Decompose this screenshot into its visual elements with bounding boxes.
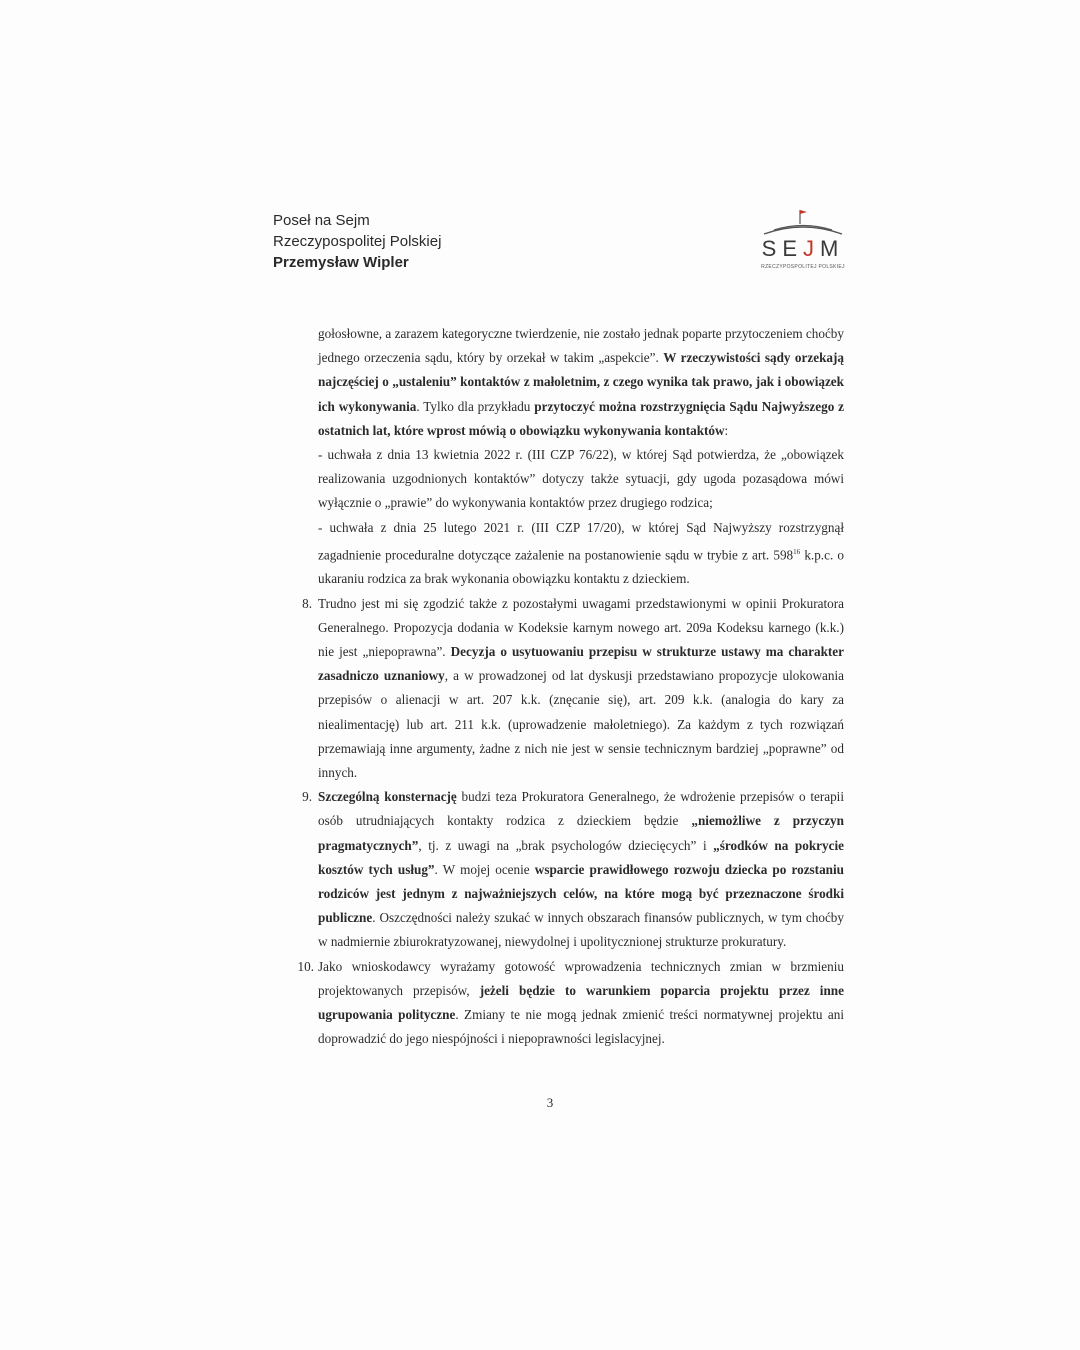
list-item-8 <box>302 592 844 786</box>
item-9-text-3: . W mojej ocenie <box>434 861 535 877</box>
item-9-bold-3: „środków na pokrycie kosztów tych usług” <box>318 837 844 877</box>
sejm-wordmark <box>760 236 846 262</box>
list-item-9 <box>302 785 845 954</box>
intro-bold-2: przytoczyć można rozstrzygnięcia Sądu Najwyższego z ostatnich lat, które wprost mówią o obowiązku wykonywania kontaktów <box>318 398 844 438</box>
item-10-number: 10. <box>297 958 314 974</box>
item-8-bold-1: Decyzja o usytuowaniu przepisu w strukturze ustawy ma charakter zasadniczo uznaniowy <box>318 644 844 684</box>
item-10-text-2: . Zmiany te nie mogą jednak zmienić treści normatywnej projektu ani doprowadzić do jego niespójności i niepoprawności legislacyjnej. <box>318 1007 844 1047</box>
document-body <box>297 322 845 1051</box>
sejm-logo-icon <box>760 206 846 238</box>
item-9-text-4: . Oszczędności należy szukać w innych obszarach finansów publicznych, w tym choćby w nadmiernie zbiurokratyzowanej, niewydolnej i upolitycznionej strukturze prokuratury. <box>318 910 844 950</box>
item-9-bold-2: „niemożliwe z przyczyn pragmatycznych” <box>318 813 844 853</box>
item-9-text-1: budzi teza Prokuratora Generalnego, że wdrożenie przepisów o terapii osób utrudniających kontakty rodzica z dzieckiem będzie <box>318 789 845 829</box>
item-8-text-1: Trudno jest mi się zgodzić także z pozostałymi uwagami przedstawionymi w opinii Prokuratora Generalnego. Propozycja dodania w Kodeksie karnym nowego art. 209a Kodeksu karnego (k.k.) nie jest „niepoprawna”. <box>318 595 844 660</box>
intro-text-2: . Tylko dla przykładu <box>416 398 535 414</box>
item-10-bold-1: jeżeli będzie to warunkiem poparcia projektu przez inne ugrupowania polityczne <box>318 982 844 1023</box>
sejm-subtitle: RZECZYPOSPOLITEJ POLSKIEJ <box>761 264 845 270</box>
intro-text-3: : <box>724 422 729 438</box>
item-8-text-2: , a w prowadzonej od lat dyskusji przedstawiano propozycje ulokowania przepisów o alienacji w art. 207 k.k. (znęcanie się), art. 209 k.k. (analogia do kary za niealimentację) lub art. 211 k.k. (uprowadzenie małoletniego). Za każdym z tych rozwiązań przemawiają inne argumenty, żadne z nich nie jest w sensie technicznym bardziej „poprawne” od innych. <box>318 668 844 781</box>
bullet-2-cont: k.p.c. o ukaraniu rodzica za brak wykonania obowiązku kontaktu z dzieckiem. <box>318 547 844 587</box>
letterhead-name: Przemysław Wipler <box>273 254 409 271</box>
item-9-number: 9. <box>302 789 312 805</box>
item-9-text-2: , tj. z uwagi na „brak psychologów dziecięcych” i <box>418 837 714 853</box>
item-8-number: 8. <box>302 595 312 611</box>
bullet-2 <box>318 516 844 592</box>
page-number: 3 <box>546 1095 554 1110</box>
intro-text-1: gołosłowne, a zarazem kategoryczne twierdzenie, nie zostało jednak poparte przytoczeniem choćby jednego orzeczenia sądu, który by orzekał w takim „aspekcie”. <box>318 326 844 366</box>
sejm-letter-s: S <box>761 236 783 261</box>
item-10-text-1: Jako wnioskodawcy wyrażamy gotowość wprowadzenia technicznych zmian w brzmieniu projektowanych przepisów, <box>318 958 844 998</box>
item-9-bold-1: Szczególną konsternację <box>318 789 457 805</box>
bullet-2-text: - uchwała z dnia 25 lutego 2021 r. (III CZP 17/20), w której Sąd Najwyższy rozstrzygnął zagadnienie proceduralne dotyczące zażalenie na postanowienie sądu w trybie z art. 598 <box>318 519 844 563</box>
intro-bold-1: W rzeczywistości sądy orzekają najczęściej o „ustaleniu” kontaktów z małoletnim, z czego wynika tak prawo, jak i obowiązek ich wykonywania <box>318 350 844 414</box>
sejm-logo <box>760 206 846 274</box>
letterhead-line-2: Rzeczypospolitej Polskiej <box>273 233 442 250</box>
sejm-letter-m: M <box>820 236 845 261</box>
bullet-1: - uchwała z dnia 13 kwietnia 2022 r. (III CZP 76/22), w której Sąd potwierdza, że „obowiązek realizowania uzgodnionych kontaktów” dotyczy także sytuacji, gdy ugoda pozasądowa mówi wyłącznie o „prawie” do wykonywania kontaktów przez drugiego rodzica; <box>318 447 844 511</box>
sejm-letter-e: E <box>782 236 804 261</box>
superscript: 16 <box>793 547 801 556</box>
sejm-letter-j: J <box>803 236 821 261</box>
letterhead <box>273 210 441 273</box>
list-item-10 <box>297 955 844 1052</box>
intro-paragraph <box>318 322 844 443</box>
item-9-bold-4: wsparcie prawidłowego rozwoju dziecka po rozstaniu rodziców jest jednym z najważniejszych celów, na które mogą być przeznaczone środki publiczne <box>318 861 845 926</box>
letterhead-line-1: Poseł na Sejm <box>273 212 370 229</box>
